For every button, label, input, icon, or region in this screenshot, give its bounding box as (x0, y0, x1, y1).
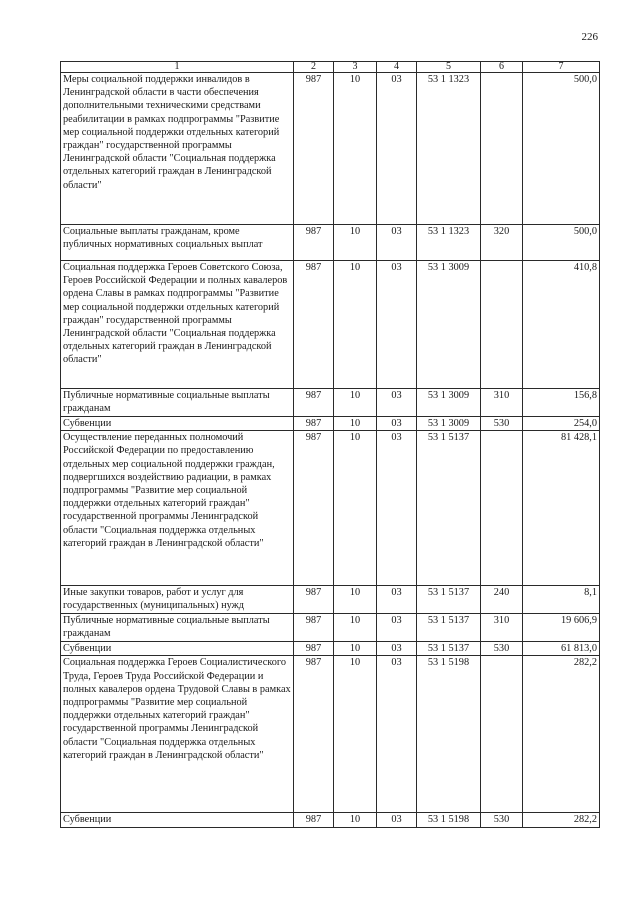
row-col-5: 53 1 3009 (417, 417, 481, 431)
row-col-3: 10 (334, 614, 377, 642)
row-col-5: 53 1 1323 (417, 225, 481, 261)
page-number: 226 (581, 31, 598, 43)
row-amount: 282,2 (523, 813, 600, 827)
row-col-4: 03 (377, 73, 417, 225)
row-name: Субвенции (61, 813, 294, 827)
row-col-5: 53 1 5198 (417, 813, 481, 827)
table-row (61, 656, 600, 813)
row-col-6 (481, 431, 523, 586)
row-col-6: 240 (481, 586, 523, 614)
row-col-4: 03 (377, 225, 417, 261)
row-amount: 500,0 (523, 225, 600, 261)
row-amount: 254,0 (523, 417, 600, 431)
row-col-4: 03 (377, 586, 417, 614)
row-col-4: 03 (377, 431, 417, 586)
row-col-5: 53 1 5198 (417, 656, 481, 813)
row-col-2: 987 (294, 614, 334, 642)
header-cell: 7 (523, 62, 600, 73)
row-name: Иные закупки товаров, работ и услуг для государственных (муниципальных) нужд (61, 586, 294, 614)
row-col-6 (481, 261, 523, 389)
header-cell: 5 (417, 62, 481, 73)
row-amount: 61 813,0 (523, 642, 600, 656)
row-col-6: 310 (481, 389, 523, 417)
row-col-3: 10 (334, 261, 377, 389)
row-amount: 156,8 (523, 389, 600, 417)
row-amount: 410,8 (523, 261, 600, 389)
row-col-6: 530 (481, 417, 523, 431)
row-col-2: 987 (294, 642, 334, 656)
header-cell: 3 (334, 62, 377, 73)
table-row (61, 73, 600, 225)
row-col-6: 530 (481, 642, 523, 656)
header-cell: 6 (481, 62, 523, 73)
row-col-4: 03 (377, 417, 417, 431)
row-amount: 81 428,1 (523, 431, 600, 586)
table-row (61, 586, 600, 614)
row-name: Меры социальной поддержки инвалидов в Ленинградской области в части обеспечения дополнительными техническими средствами реабилитации в рамках подпрограммы "Развитие мер социальной поддержки отдельных категорий граждан" государственной программы Ленинградской области "Социальная поддержка отдельных категорий граждан в Ленинградской области" (61, 73, 294, 225)
row-col-3: 10 (334, 225, 377, 261)
row-col-2: 987 (294, 417, 334, 431)
header-cell: 4 (377, 62, 417, 73)
row-col-4: 03 (377, 261, 417, 389)
table-row (61, 417, 600, 431)
row-col-3: 10 (334, 431, 377, 586)
table-row (61, 813, 600, 827)
row-name: Социальная поддержка Героев Советского Союза, Героев Российской Федерации и полных кавалеров ордена Славы в рамках подпрограммы "Развитие мер социальной поддержки отдельных категорий граждан" государственной программы Ленинградской области "Социальная поддержка отдельных категорий граждан в Ленинградской области" (61, 261, 294, 389)
header-cell: 2 (294, 62, 334, 73)
row-col-3: 10 (334, 586, 377, 614)
row-col-2: 987 (294, 586, 334, 614)
row-col-2: 987 (294, 431, 334, 586)
row-col-3: 10 (334, 656, 377, 813)
header-row (61, 62, 600, 73)
row-col-2: 987 (294, 813, 334, 827)
row-col-3: 10 (334, 73, 377, 225)
row-col-3: 10 (334, 642, 377, 656)
row-col-5: 53 1 5137 (417, 586, 481, 614)
row-col-3: 10 (334, 417, 377, 431)
row-col-5: 53 1 5137 (417, 431, 481, 586)
row-name: Субвенции (61, 417, 294, 431)
row-name: Субвенции (61, 642, 294, 656)
row-col-2: 987 (294, 73, 334, 225)
table-row (61, 431, 600, 586)
row-name: Публичные нормативные социальные выплаты гражданам (61, 389, 294, 417)
budget-table (60, 61, 600, 828)
table-row (61, 642, 600, 656)
row-col-2: 987 (294, 261, 334, 389)
row-amount: 500,0 (523, 73, 600, 225)
row-col-3: 10 (334, 813, 377, 827)
row-col-4: 03 (377, 813, 417, 827)
row-amount: 8,1 (523, 586, 600, 614)
row-name: Социальные выплаты гражданам, кроме публичных нормативных социальных выплат (61, 225, 294, 261)
row-col-5: 53 1 3009 (417, 389, 481, 417)
row-col-6: 320 (481, 225, 523, 261)
table-body (61, 73, 600, 828)
row-amount: 19 606,9 (523, 614, 600, 642)
row-name: Осуществление переданных полномочий Российской Федерации по предоставлению отдельных мер социальной поддержки граждан, подвергшихся воздействию радиации, в рамках подпрограммы "Развитие мер социальной поддержки отдельных категорий граждан" государственной программы Ленинградской области "Социальная поддержка отдельных категорий граждан в Ленинградской области" (61, 431, 294, 586)
table-row (61, 225, 600, 261)
row-col-5: 53 1 5137 (417, 614, 481, 642)
row-col-6 (481, 656, 523, 813)
row-col-4: 03 (377, 614, 417, 642)
table-row (61, 261, 600, 389)
row-col-6: 310 (481, 614, 523, 642)
row-col-2: 987 (294, 225, 334, 261)
row-col-5: 53 1 1323 (417, 73, 481, 225)
row-col-2: 987 (294, 656, 334, 813)
row-name: Публичные нормативные социальные выплаты гражданам (61, 614, 294, 642)
row-amount: 282,2 (523, 656, 600, 813)
row-col-4: 03 (377, 389, 417, 417)
table-row (61, 389, 600, 417)
header-cell: 1 (61, 62, 294, 73)
row-col-6: 530 (481, 813, 523, 827)
row-col-4: 03 (377, 642, 417, 656)
row-col-2: 987 (294, 389, 334, 417)
row-col-3: 10 (334, 389, 377, 417)
row-col-5: 53 1 3009 (417, 261, 481, 389)
table-row (61, 614, 600, 642)
row-name: Социальная поддержка Героев Социалистического Труда, Героев Труда Российской Федерации и полных кавалеров ордена Трудовой Славы в рамках подпрограммы "Развитие мер социальной поддержки отдельных категорий граждан" государственной программы Ленинградской области "Социальная поддержка отдельных категорий граждан в Ленинградской области" (61, 656, 294, 813)
row-col-5: 53 1 5137 (417, 642, 481, 656)
row-col-4: 03 (377, 656, 417, 813)
row-col-6 (481, 73, 523, 225)
